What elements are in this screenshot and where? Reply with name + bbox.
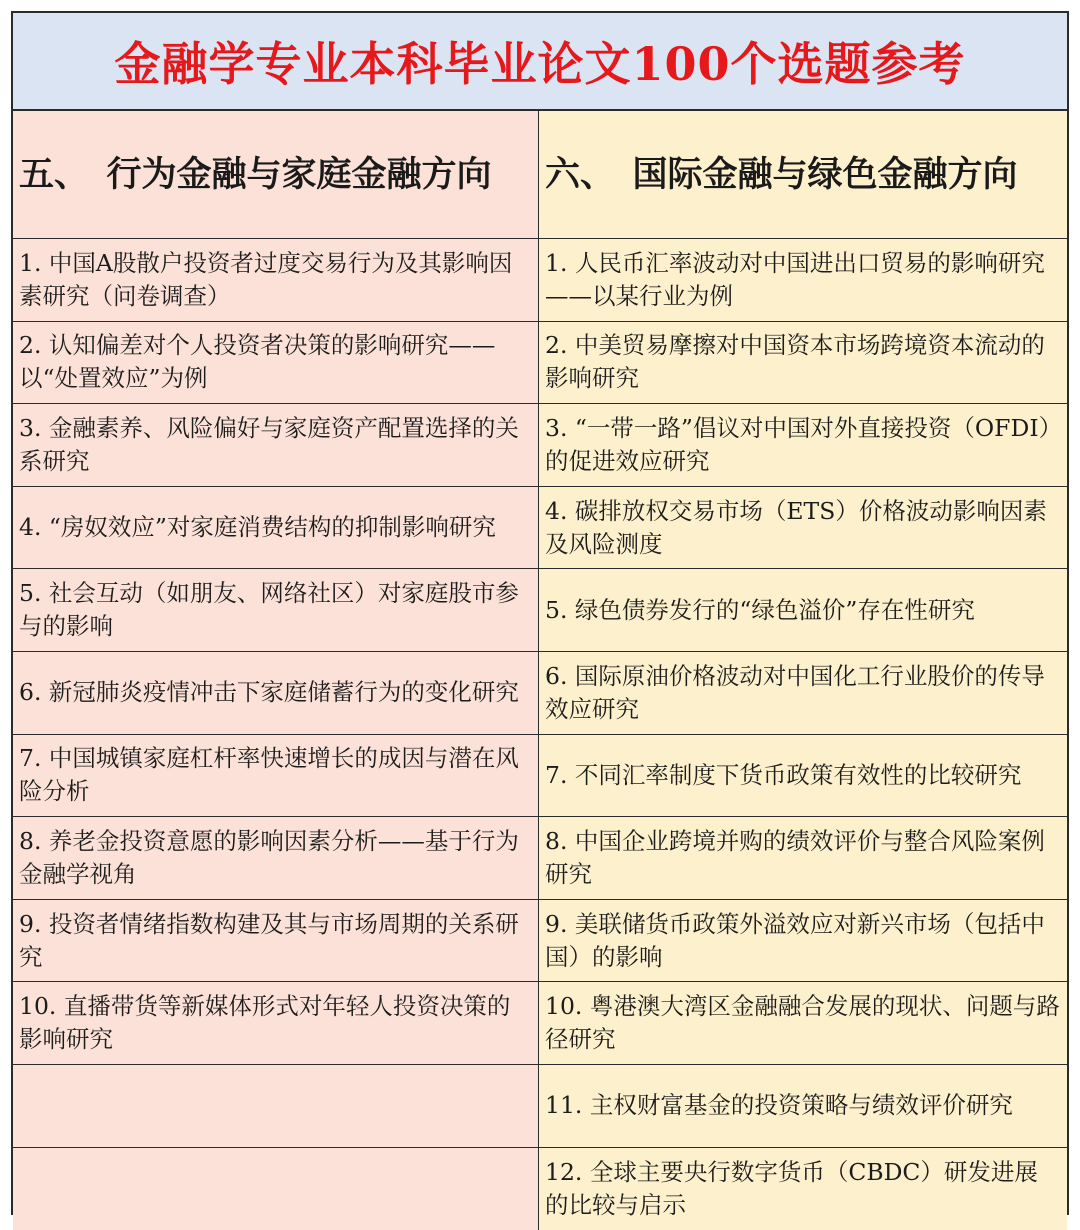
topic-cell: 9. 美联储货币政策外溢效应对新兴市场（包括中国）的影响: [539, 900, 1067, 983]
topic-cell: 3. “一带一路”倡议对中国对外直接投资（OFDI）的促进效应研究: [539, 404, 1067, 487]
page-title: 金融学专业本科毕业论文100个选题参考: [114, 37, 966, 91]
topic-cell: 1. 人民币汇率波动对中国进出口贸易的影响研究——以某行业为例: [539, 239, 1067, 322]
topic-cell: 7. 中国城镇家庭杠杆率快速增长的成因与潜在风险分析: [13, 735, 539, 818]
topic-cell: 4. “房奴效应”对家庭消费结构的抑制影响研究: [13, 487, 539, 570]
topic-cell-empty: [13, 1148, 539, 1230]
topic-cell: 7. 不同汇率制度下货币政策有效性的比较研究: [539, 735, 1067, 818]
topic-cell: 9. 投资者情绪指数构建及其与市场周期的关系研究: [13, 900, 539, 983]
topic-cell: 4. 碳排放权交易市场（ETS）价格波动影响因素及风险测度: [539, 487, 1067, 570]
topic-sheet: [11, 11, 1069, 1219]
topic-cell: 3. 金融素养、风险偏好与家庭资产配置选择的关系研究: [13, 404, 539, 487]
topic-cell: 8. 中国企业跨境并购的绩效评价与整合风险案例研究: [539, 817, 1067, 900]
topic-cell: 11. 主权财富基金的投资策略与绩效评价研究: [539, 1065, 1067, 1148]
section-heading-text: 五、 行为金融与家庭金融方向: [19, 153, 492, 195]
section-heading-behavioral-finance: [13, 111, 539, 239]
section-heading-international-finance: [539, 111, 1067, 239]
topic-cell: 5. 绿色债券发行的“绿色溢价”存在性研究: [539, 569, 1067, 652]
topic-cell-empty: [13, 1065, 539, 1148]
topic-cell: 6. 国际原油价格波动对中国化工行业股价的传导效应研究: [539, 652, 1067, 735]
topic-cell: 2. 认知偏差对个人投资者决策的影响研究——以“处置效应”为例: [13, 322, 539, 405]
topic-cell: 10. 直播带货等新媒体形式对年轻人投资决策的影响研究: [13, 982, 539, 1065]
topic-cell: 8. 养老金投资意愿的影响因素分析——基于行为金融学视角: [13, 817, 539, 900]
topic-cell: 2. 中美贸易摩擦对中国资本市场跨境资本流动的影响研究: [539, 322, 1067, 405]
topic-cell: 12. 全球主要央行数字货币（CBDC）研发进展的比较与启示: [539, 1148, 1067, 1230]
topic-cell: 10. 粤港澳大湾区金融融合发展的现状、问题与路径研究: [539, 982, 1067, 1065]
topic-table: [13, 111, 1067, 1230]
section-heading-text: 六、 国际金融与绿色金融方向: [545, 153, 1018, 195]
topic-cell: 1. 中国A股散户投资者过度交易行为及其影响因素研究（问卷调查）: [13, 239, 539, 322]
topic-cell: 6. 新冠肺炎疫情冲击下家庭储蓄行为的变化研究: [13, 652, 539, 735]
title-banner: [13, 13, 1067, 111]
topic-cell: 5. 社会互动（如朋友、网络社区）对家庭股市参与的影响: [13, 569, 539, 652]
